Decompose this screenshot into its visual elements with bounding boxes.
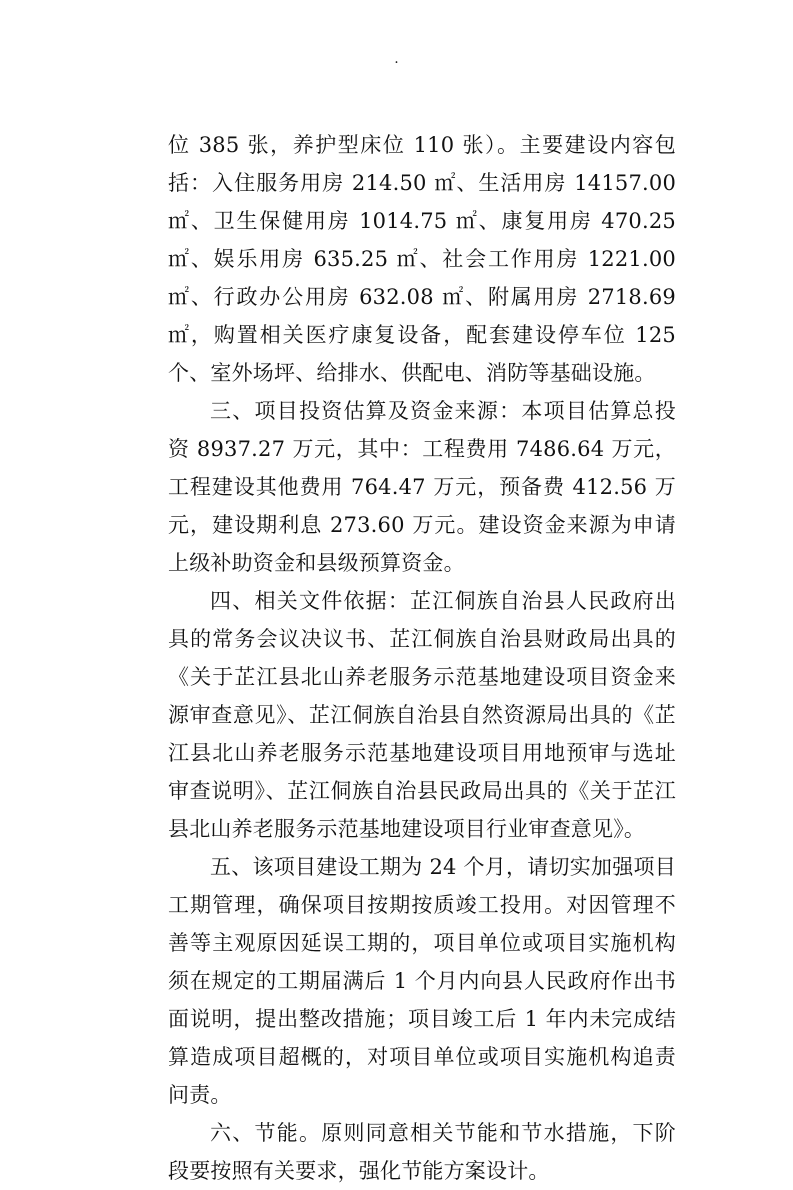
page-header-mark: .: [394, 51, 399, 67]
paragraph-construction-content: 位 385 张，养护型床位 110 张）。主要建设内容包括：入住服务用房 214.50 ㎡、生活用房 14157.00 ㎡、卫生保健用房 1014.75 ㎡、康复用房 470.25 ㎡、娱乐用房 635.25 ㎡、社会工作用房 1221.00 ㎡、行政办公用房 632.08 ㎡、附属用房 2718.69 ㎡，购置相关医疗康复设备，配套建设停车位 125 个、室外场坪、给排水、供配电、消防等基础设施。: [168, 133, 676, 385]
document-body: [168, 126, 676, 1190]
paragraph-energy-saving: 六、节能。原则同意相关节能和节水措施，下阶段要按照有关要求，强化节能方案设计。: [168, 1121, 676, 1183]
paragraph-document-basis: 四、相关文件依据：芷江侗族自治县人民政府出具的常务会议决议书、芷江侗族自治县财政局出具的《关于芷江县北山养老服务示范基地建设项目资金来源审查意见》、芷江侗族自治县自然资源局出具的《芷江县北山养老服务示范基地建设项目用地预审与选址审查说明》、芷江侗族自治县民政局出具的《关于芷江县北山养老服务示范基地建设项目行业审查意见》。: [168, 589, 676, 841]
paragraph-construction-period: 五、该项目建设工期为 24 个月，请切实加强项目工期管理，确保项目按期按质竣工投用。对因管理不善等主观原因延误工期的，项目单位或项目实施机构须在规定的工期届满后 1 个月内向县人民政府作出书面说明，提出整改措施；项目竣工后 1 年内未完成结算造成项目超概的，对项目单位或项目实施机构追责问责。: [168, 855, 676, 1107]
paragraph-investment-estimate: 三、项目投资估算及资金来源：本项目估算总投资 8937.27 万元，其中：工程费用 7486.64 万元，工程建设其他费用 764.47 万元，预备费 412.56 万元，建设期利息 273.60 万元。建设资金来源为申请上级补助资金和县级预算资金。: [168, 399, 676, 575]
